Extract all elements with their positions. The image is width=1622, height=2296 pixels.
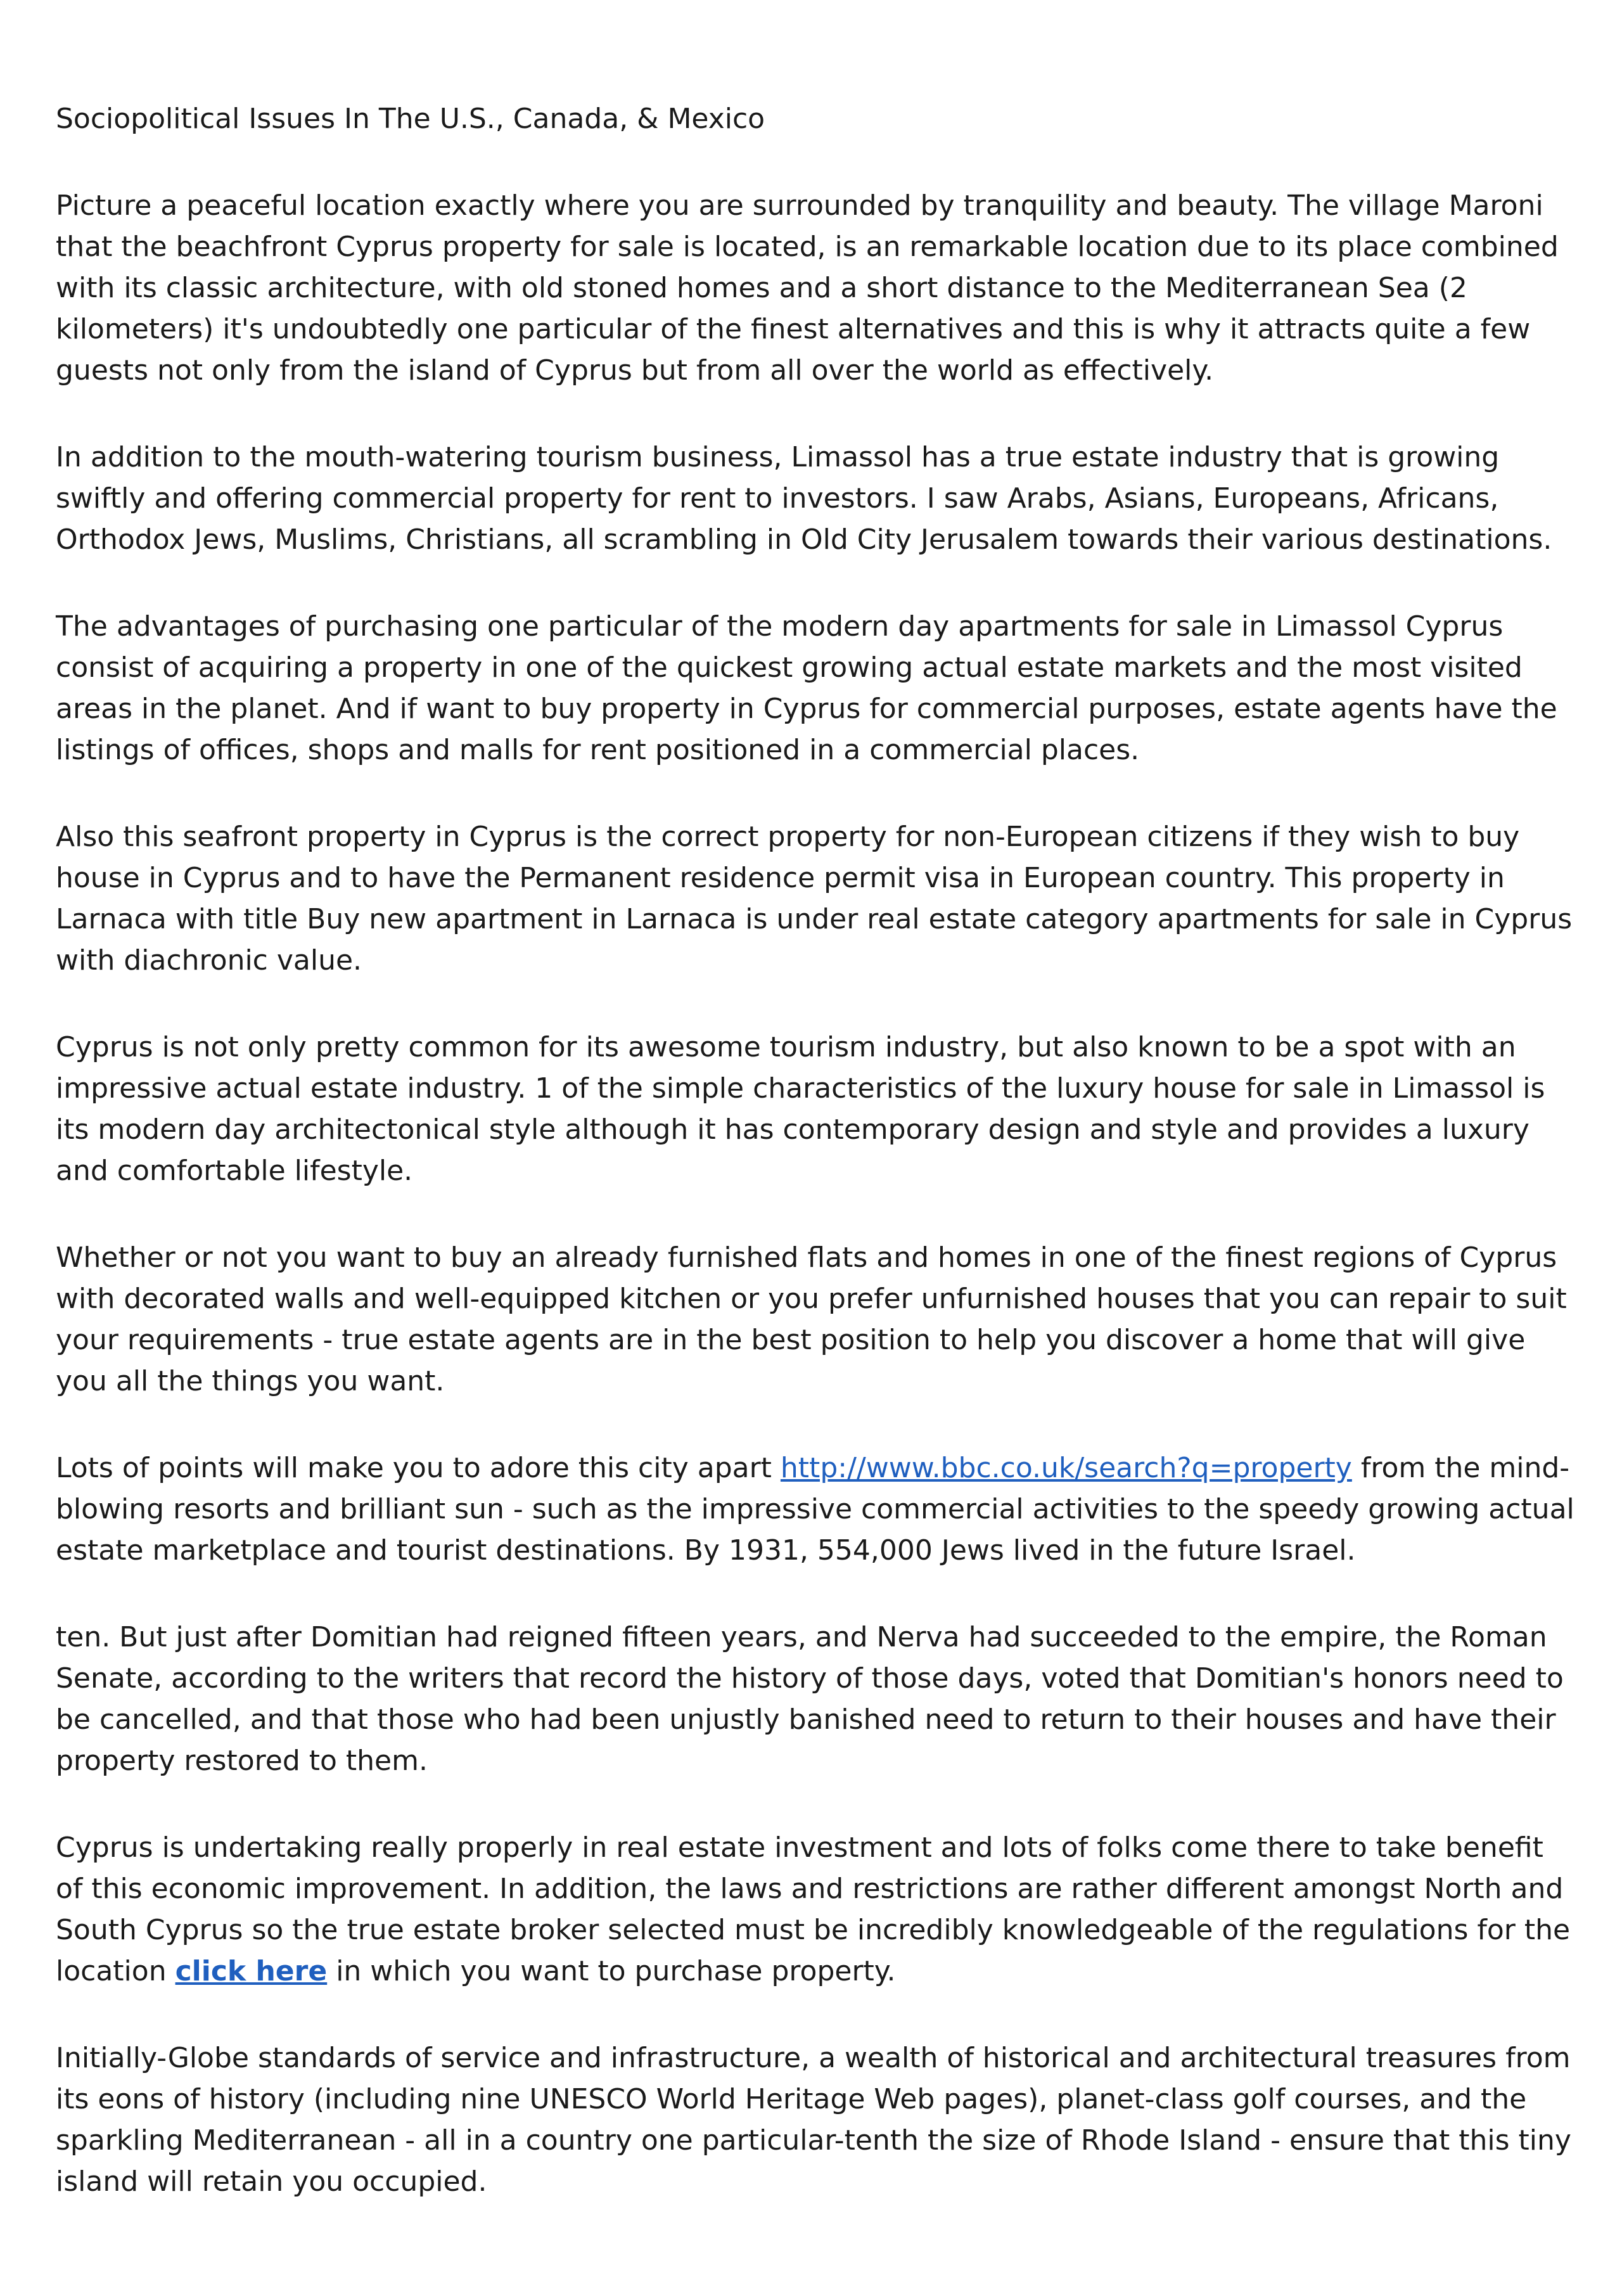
document-title: Sociopolitical Issues In The U.S., Canada, & Mexico: [56, 103, 765, 135]
paragraph-5: Cyprus is not only pretty common for its awesome tourism industry, but also known to be a spot with an impressive actual estate industry. 1 of the simple characteristics of the luxury house for sale in Limassol is its modern day architectonical style although it has contemporary design and style and provides a luxury and comfortable lifestyle.: [56, 1031, 1545, 1187]
paragraph-9-text-before: Cyprus is undertaking really properly in real estate investment and lots of folks come there to take benefit of this economic improvement. In addition, the laws and restrictions are rather different amongst North and South Cyprus so the true estate broker selected must be incredibly knowledgeable of the regulations for the location: [56, 1831, 1571, 1987]
paragraph-1: Picture a peaceful location exactly where you are surrounded by tranquility and beauty. The village Maroni that the beachfront Cyprus property for sale is located, is an remarkable location due to its place combined with its classic architecture, with old stoned homes and a short distance to the Mediterranean Sea (2 kilometers) it's undoubtedly one particular of the finest alternatives and this is why it attracts quite a few guests not only from the island of Cyprus but from all over the world as effectively.: [56, 189, 1559, 387]
paragraph-2: In addition to the mouth-watering tourism business, Limassol has a true estate industry that is growing swiftly and offering commercial property for rent to investors. I saw Arabs, Asians, Europeans, Africans, Orthodox Jews, Muslims, Christians, all scrambling in Old City Jerusalem towards their various destinations.: [56, 441, 1552, 556]
paragraph-7-text-before: Lots of points will make you to adore this city apart: [56, 1452, 781, 1484]
paragraph-10: Initially-Globe standards of service and infrastructure, a wealth of historical and architectural treasures from its eons of history (including nine UNESCO World Heritage Web pages), planet-class golf courses, and the sparkling Mediterranean - all in a country one particular-tenth the size of Rhode Island - ensure that this tiny island will retain you occupied.: [56, 2042, 1571, 2198]
bbc-property-link[interactable]: http://www.bbc.co.uk/search?q=property: [780, 1452, 1352, 1484]
paragraph-7-text-after: from the mind-blowing resorts and brilliant sun - such as the impressive commercial activities to the speedy growing actual estate marketplace and tourist destinations. By 1931, 554,000 Jews lived in the future Israel.: [56, 1452, 1574, 1567]
paragraph-9-text-after: in which you want to purchase property.: [327, 1955, 896, 1987]
paragraph-7: [56, 1447, 1576, 1571]
paragraph-4: Also this seafront property in Cyprus is the correct property for non-European citizens if they wish to buy house in Cyprus and to have the Permanent residence permit visa in European country. This property in Larnaca with title Buy new apartment in Larnaca is under real estate category apartments for sale in Cyprus with diachronic value.: [56, 821, 1573, 977]
paragraph-9: [56, 1827, 1576, 1992]
click-here-link[interactable]: click here: [175, 1955, 328, 1987]
paragraph-6: Whether or not you want to buy an already furnished flats and homes in one of the finest regions of Cyprus with decorated walls and well-equipped kitchen or you prefer unfurnished houses that you can repair to suit your requirements - true estate agents are in the best position to help you discover a home that will give you all the things you want.: [56, 1241, 1567, 1397]
paragraph-3: The advantages of purchasing one particular of the modern day apartments for sale in Limassol Cyprus consist of acquiring a property in one of the quickest growing actual estate markets and the most visited areas in the planet. And if want to buy property in Cyprus for commercial purposes, estate agents have the listings of offices, shops and malls for rent positioned in a commercial places.: [56, 610, 1557, 766]
document-page: [56, 98, 1576, 2248]
paragraph-8: ten. But just after Domitian had reigned fifteen years, and Nerva had succeeded to the empire, the Roman Senate, according to the writers that record the history of those days, voted that Domitian's honors need to be cancelled, and that those who had been unjustly banished need to return to their houses and have their property restored to them.: [56, 1621, 1564, 1777]
